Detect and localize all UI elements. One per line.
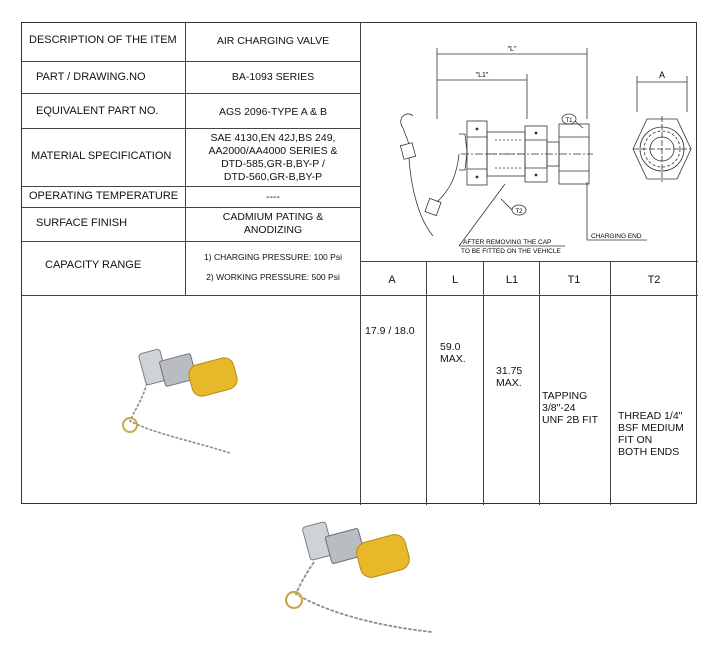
- note-cap-line1: AFTER REMOVING THE CAP: [463, 239, 552, 246]
- dim-L-label: "L": [507, 46, 517, 53]
- material-line: AA2000/AA4000 SERIES &: [208, 145, 338, 157]
- material-line: DTD-560,GR-B,BY-P: [223, 171, 323, 183]
- product-photo-large: [266, 514, 446, 654]
- row-divider: [22, 186, 360, 187]
- value-part-no: BA-1093 SERIES: [231, 71, 315, 83]
- finish-line: ANODIZING: [243, 224, 303, 236]
- spec-sheet: [21, 22, 697, 504]
- material-line: DTD-585,GR-B,BY-P /: [221, 158, 325, 170]
- dim-A-label: A: [658, 70, 666, 80]
- row-divider: [22, 93, 360, 94]
- finish-line: CADMIUM PATING &: [222, 211, 324, 223]
- header-A: A: [388, 274, 396, 286]
- tag-T2: T2: [515, 209, 523, 215]
- material-line: SAE 4130,EN 42J,BS 249,: [210, 132, 336, 144]
- col-divider: [539, 261, 540, 505]
- dim-L1-label: "L1": [475, 72, 489, 79]
- row-divider: [22, 128, 360, 129]
- label-capacity: CAPACITY RANGE: [45, 259, 142, 271]
- value-L: 59.0 MAX.: [440, 341, 466, 365]
- value-A: 17.9 / 18.0: [365, 325, 415, 337]
- label-part-no: PART / DRAWING.NO: [36, 71, 146, 83]
- col-divider: [610, 261, 611, 505]
- note-cap-line2: TO BE FITTED ON THE VEHICLE: [461, 248, 561, 255]
- col-divider: [483, 261, 484, 505]
- label-equivalent: EQUIVALENT PART NO.: [36, 105, 159, 117]
- row-divider: [22, 207, 360, 208]
- technical-drawing: [361, 24, 697, 260]
- value-T2: THREAD 1/4" BSF MEDIUM FIT ON BOTH ENDS: [618, 410, 684, 458]
- row-divider: [360, 261, 698, 262]
- value-surface-finish: [186, 211, 360, 237]
- capacity-line: 1) CHARGING PRESSURE: 100 Psi: [204, 252, 342, 262]
- label-operating-temp: OPERATING TEMPERATURE: [29, 190, 179, 202]
- capacity-line: 2) WORKING PRESSURE: 500 Psi: [206, 272, 340, 282]
- value-material: [186, 132, 360, 184]
- value-operating-temp: ----: [266, 191, 280, 203]
- tag-T1: T1: [565, 118, 573, 124]
- label-material: MATERIAL SPECIFICATION: [31, 150, 172, 162]
- value-T1: TAPPING 3/8"-24 UNF 2B FIT: [542, 390, 599, 426]
- label-surface-finish: SURFACE FINISH: [36, 217, 128, 229]
- header-L1: L1: [505, 274, 519, 286]
- header-L: L: [451, 274, 459, 286]
- value-L1: 31.75 MAX.: [496, 365, 523, 389]
- note-charging-end: CHARGING END: [591, 233, 642, 240]
- header-T2: T2: [647, 274, 661, 286]
- value-capacity: [186, 251, 360, 284]
- col-divider: [426, 261, 427, 505]
- header-T1: T1: [567, 274, 581, 286]
- value-description: AIR CHARGING VALVE: [216, 35, 330, 47]
- label-description: DESCRIPTION OF THE ITEM: [29, 34, 177, 46]
- value-equivalent: AGS 2096-TYPE A & B: [219, 106, 327, 118]
- product-photo-small: [112, 321, 302, 461]
- row-divider: [22, 241, 360, 242]
- row-divider: [22, 61, 360, 62]
